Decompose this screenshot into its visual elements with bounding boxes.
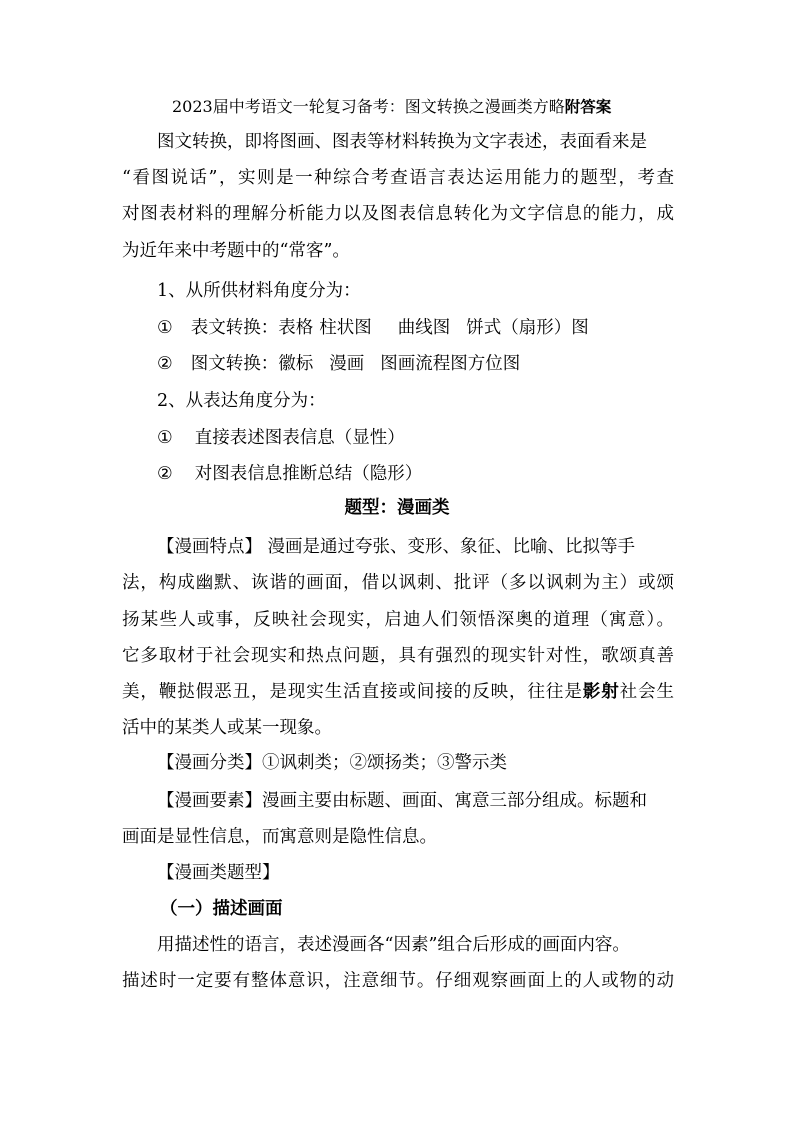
intro-line-2: “看图说话”，实则是一种综合考查语言表达运用能力的题型，考查 [122,168,674,188]
cat2-heading: 2、从表达角度分为： [157,391,326,411]
item-part: 图画流程图方位图 [380,354,521,374]
intro-line-3: 对图表材料的理解分析能力以及图表信息转化为文字信息的能力，成 [122,204,674,224]
features-line-3: 扬某些人或事，反映社会现实，启迪人们领悟深奥的道理（寓意）。 [122,610,674,630]
item-part: 徽标 [278,354,314,374]
item-part: 柱状图 [319,318,372,338]
document-title [172,96,611,118]
item-number: ① [157,318,173,338]
item-part: 曲线图 [397,318,451,338]
intro-line-1: 图文转换，即将图画、图表等材料转换为文字表述，表面看来是 [157,132,647,152]
features-line-5 [122,681,674,703]
item-part: 漫画 [329,354,365,374]
cat2-item-1 [157,427,405,449]
cat1-item-2 [157,353,520,375]
cat2-item-2 [157,463,422,485]
features-line-2: 法，构成幽默、诙谐的画面，借以讽刺、批评（多以讽刺为主）或颂 [122,573,674,593]
classification-line: 【漫画分类】①讽刺类；②颂扬类；③警示类 [157,753,507,773]
item-label: 表文转换： [190,318,279,338]
features-text: 社会生 [619,682,675,702]
item-part: 饼式（扇形）图 [466,318,589,338]
elements-line-2: 画面是显性信息，而寓意则是隐性信息。 [122,827,437,847]
describe-line-1: 用描述性的语言，表述漫画各“因素”组合后形成的画面内容。 [157,935,630,955]
features-line-6: 活中的某类人或某一现象。 [122,718,332,738]
cat1-heading: 1、从所供材料角度分为： [157,281,361,301]
subsection-heading: （一）描述画面 [160,899,283,919]
item-number: ② [157,354,173,374]
question-types-heading: 【漫画类题型】 [157,863,280,883]
intro-line-4: 为近年来中考题中的“常客”。 [122,241,350,261]
describe-line-2: 描述时一定要有整体意识，注意细节。仔细观察画面上的人或物的动 [122,971,674,991]
features-line-1: 【漫画特点】 漫画是通过夸张、变形、象征、比喻、比拟等手 [157,537,636,557]
item-number: ② [157,464,173,484]
features-text: 美，鞭挞假恶丑，是现实生活直接或间接的反映，往往是 [122,682,583,702]
item-text: 直接表述图表信息（显性） [194,428,405,448]
item-part: 表格 [278,318,314,338]
item-text: 对图表信息推断总结（隐形） [194,464,423,484]
cat1-item-1 [157,317,589,339]
item-number: ① [157,428,173,448]
section-title: 题型：漫画类 [344,498,450,518]
elements-line-1: 【漫画要素】漫画主要由标题、画面、寓意三部分组成。标题和 [157,791,647,811]
item-label: 图文转换： [190,354,279,374]
title-tail: 附答案 [564,98,612,116]
title-main: 2023届中考语文一轮复习备考：图文转换之漫画类方略 [172,97,565,116]
bold-word: 影射 [582,682,620,702]
features-line-4: 它多取材于社会现实和热点问题，具有强烈的现实针对性，歌颂真善 [122,646,674,666]
